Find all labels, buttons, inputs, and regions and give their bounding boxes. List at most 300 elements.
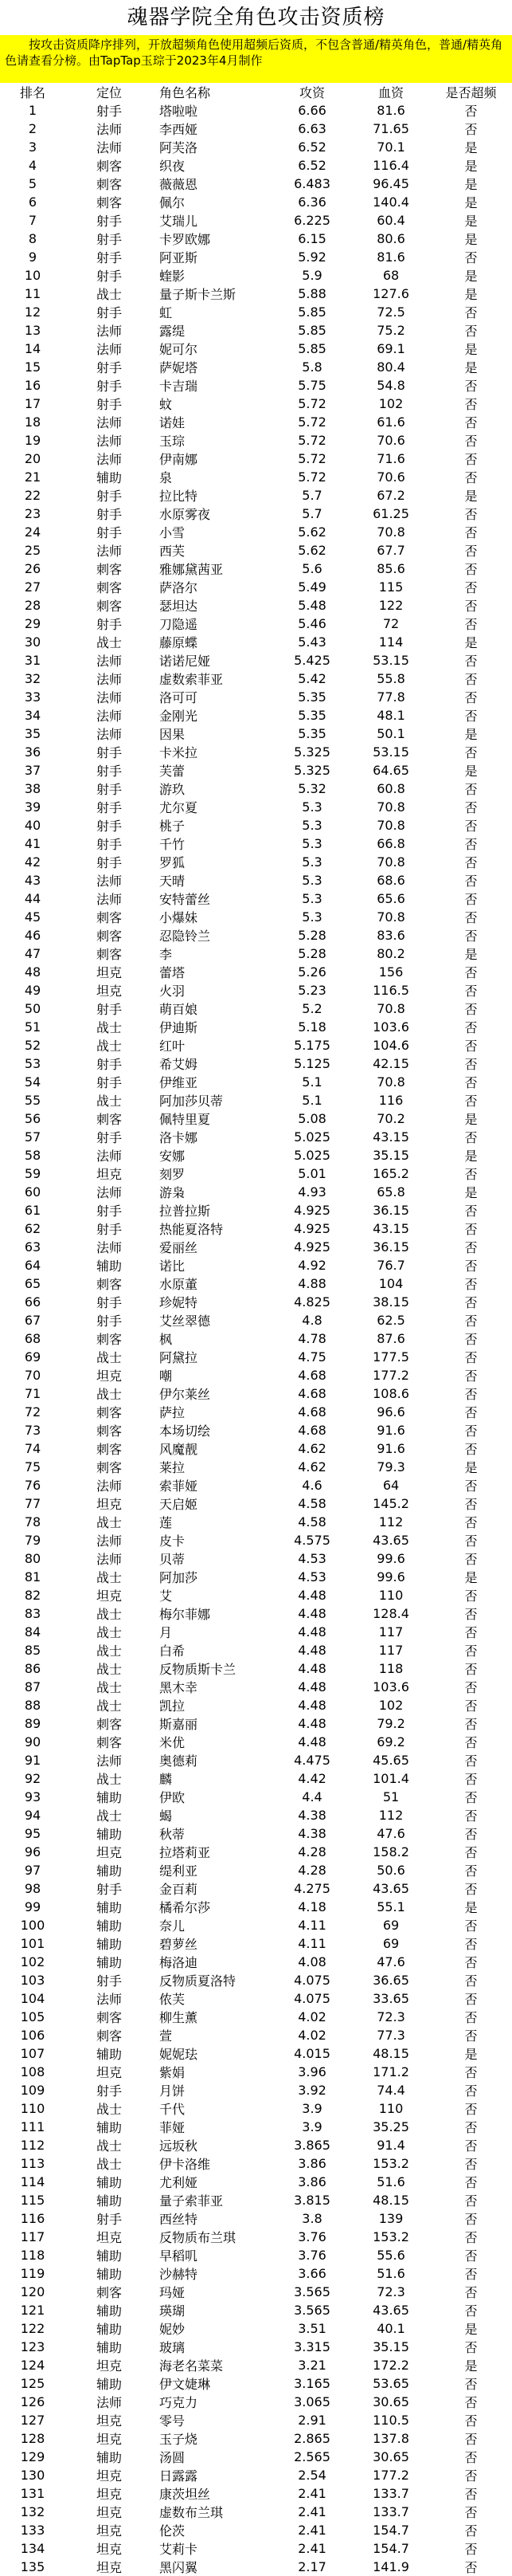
- name-cell: 索菲娅: [159, 1478, 198, 1494]
- rank-cell: 113: [20, 2156, 45, 2171]
- table-row: [0, 1733, 512, 1751]
- table-row: [0, 1971, 512, 1989]
- table-row: [0, 1329, 512, 1348]
- table-row: [0, 2448, 512, 2466]
- name-cell: 织夜: [159, 159, 186, 174]
- position-cell: 刺客: [96, 1277, 122, 1292]
- position-cell: 刺客: [96, 195, 122, 210]
- table-row: [0, 633, 512, 651]
- overclock-cell: 否: [464, 855, 478, 870]
- position-cell: 战士: [96, 1772, 122, 1787]
- hp-cell: 48.15: [373, 2193, 409, 2208]
- table-row: [0, 523, 512, 541]
- hp-cell: 117: [378, 1624, 404, 1639]
- position-cell: 法师: [96, 140, 122, 155]
- table-row: [0, 596, 512, 615]
- table-row: [0, 2411, 512, 2429]
- position-cell: 射手: [96, 1075, 122, 1090]
- hp-cell: 99.6: [377, 1569, 405, 1584]
- hp-cell: 137.8: [373, 2431, 409, 2446]
- rank-cell: 17: [24, 396, 41, 411]
- rank-cell: 39: [24, 799, 41, 815]
- rank-cell: 45: [24, 909, 41, 925]
- rank-cell: 114: [20, 2174, 45, 2189]
- table-row: [0, 1458, 512, 1476]
- overclock-cell: 否: [464, 745, 478, 760]
- overclock-cell: 是: [464, 947, 478, 962]
- name-cell: 藤原蝶: [159, 635, 198, 650]
- name-cell: 艾瑞儿: [159, 214, 198, 229]
- overclock-cell: 否: [464, 1405, 478, 1420]
- position-cell: 战士: [96, 2157, 122, 2172]
- rank-cell: 5: [28, 176, 37, 191]
- overclock-cell: 否: [464, 1094, 478, 1109]
- position-cell: 坦克: [96, 2065, 122, 2080]
- hp-cell: 43.65: [373, 2303, 409, 2318]
- name-cell: 虚数布兰琪: [159, 2505, 224, 2520]
- name-cell: 伊南娜: [159, 452, 198, 467]
- overclock-cell: 否: [464, 2010, 478, 2025]
- position-cell: 辅助: [96, 2248, 122, 2264]
- position-cell: 辅助: [96, 2450, 122, 2465]
- table-row: [0, 2099, 512, 2118]
- table-row: [0, 395, 512, 413]
- overclock-cell: 是: [464, 269, 478, 284]
- rank-cell: 99: [24, 1899, 41, 1914]
- rank-cell: 103: [20, 1973, 45, 1988]
- name-cell: 萨妮塔: [159, 360, 198, 375]
- name-cell: 海老名菜菜: [159, 2358, 224, 2374]
- overclock-cell: 是: [464, 177, 478, 192]
- hp-cell: 154.7: [373, 2523, 409, 2538]
- rank-cell: 2: [28, 121, 37, 136]
- attack-cell: 5.3: [302, 854, 322, 870]
- name-cell: 金百莉: [159, 1882, 198, 1897]
- name-cell: 卡罗欧娜: [159, 232, 211, 247]
- hp-cell: 145.2: [373, 1496, 409, 1511]
- hp-cell: 171.2: [373, 2064, 409, 2079]
- overclock-cell: 是: [464, 489, 478, 504]
- name-cell: 李: [159, 947, 173, 962]
- overclock-cell: 否: [464, 1204, 478, 1219]
- overclock-cell: 否: [464, 415, 478, 430]
- table-row: [0, 1403, 512, 1421]
- position-cell: 刺客: [96, 2028, 122, 2044]
- overclock-cell: 否: [464, 2523, 478, 2539]
- rank-cell: 108: [20, 2064, 45, 2079]
- hp-cell: 55.8: [377, 671, 405, 686]
- table-row: [0, 2484, 512, 2503]
- table-row: [0, 431, 512, 450]
- rank-cell: 106: [20, 2028, 45, 2043]
- position-cell: 坦克: [96, 2413, 122, 2429]
- rank-cell: 79: [24, 1533, 41, 1548]
- attack-cell: 5.6: [302, 561, 322, 576]
- hp-cell: 77.8: [377, 689, 405, 705]
- attack-cell: 4.6: [302, 1478, 322, 1493]
- name-cell: 奥德莉: [159, 1753, 198, 1769]
- overclock-cell: 否: [464, 782, 478, 797]
- position-cell: 法师: [96, 1185, 122, 1200]
- hp-cell: 72: [382, 616, 400, 631]
- name-cell: 塔啦啦: [159, 104, 198, 119]
- hp-cell: 110.5: [373, 2413, 409, 2428]
- table-row: [0, 450, 512, 468]
- attack-cell: 3.76: [298, 2248, 326, 2263]
- rank-cell: 78: [24, 1514, 41, 1530]
- hp-cell: 110: [378, 2101, 404, 2116]
- table-row: [0, 248, 512, 266]
- name-cell: 卡米拉: [159, 745, 198, 760]
- hp-cell: 60.8: [377, 781, 405, 796]
- table-row: [0, 963, 512, 981]
- overclock-cell: 否: [464, 1442, 478, 1457]
- rank-cell: 74: [24, 1441, 41, 1456]
- position-cell: 射手: [96, 214, 122, 229]
- attack-cell: 6.36: [298, 194, 326, 210]
- name-cell: 嘲: [159, 1368, 173, 1384]
- table-row: [0, 2044, 512, 2063]
- table-row: [0, 1256, 512, 1274]
- name-cell: 橘希尔莎: [159, 1900, 211, 1915]
- attack-cell: 5.35: [298, 689, 326, 705]
- overclock-cell: 否: [464, 525, 478, 540]
- rank-cell: 73: [24, 1423, 41, 1438]
- overclock-cell: 是: [464, 214, 478, 229]
- rank-cell: 116: [20, 2211, 45, 2226]
- overclock-cell: 否: [464, 892, 478, 907]
- table-row: [0, 138, 512, 156]
- position-cell: 射手: [96, 1204, 122, 1219]
- rank-cell: 3: [28, 139, 37, 155]
- position-cell: 射手: [96, 837, 122, 852]
- overclock-cell: 是: [464, 1149, 478, 1164]
- rank-cell: 131: [20, 2486, 45, 2501]
- position-cell: 战士: [96, 1094, 122, 1109]
- overclock-cell: 否: [464, 2340, 478, 2355]
- attack-cell: 4.475: [294, 1753, 330, 1768]
- position-cell: 坦克: [96, 2487, 122, 2502]
- table-row: [0, 2026, 512, 2044]
- name-cell: 秋蒂: [159, 1827, 186, 1842]
- rank-cell: 87: [24, 1679, 41, 1694]
- attack-cell: 4.48: [298, 1643, 326, 1658]
- overclock-cell: 否: [464, 1643, 478, 1659]
- attack-cell: 5.7: [302, 488, 322, 503]
- name-cell: 李西娅: [159, 122, 198, 137]
- table-row: [0, 2118, 512, 2136]
- rank-cell: 123: [20, 2339, 45, 2354]
- overclock-cell: 是: [464, 2358, 478, 2374]
- name-cell: 奈儿: [159, 1918, 186, 1934]
- name-cell: 阿亚斯: [159, 250, 198, 265]
- table-row: [0, 2173, 512, 2191]
- hp-cell: 99.6: [377, 1551, 405, 1566]
- name-cell: 诺娃: [159, 415, 186, 430]
- hp-cell: 118: [378, 1661, 404, 1676]
- table-row: [0, 2209, 512, 2228]
- name-cell: 黑木幸: [159, 1680, 198, 1695]
- position-cell: 辅助: [96, 2193, 122, 2209]
- overclock-cell: 否: [464, 1698, 478, 1714]
- name-cell: 爱丽丝: [159, 1240, 198, 1255]
- name-cell: 凯拉: [159, 1698, 186, 1714]
- hp-cell: 91.6: [377, 1441, 405, 1456]
- table-row: [0, 193, 512, 211]
- attack-cell: 4.62: [298, 1441, 326, 1456]
- overclock-cell: 否: [464, 397, 478, 412]
- position-cell: 辅助: [96, 1955, 122, 1970]
- table-row: [0, 175, 512, 193]
- name-cell: 卡吉瑞: [159, 379, 198, 394]
- table-row: [0, 2301, 512, 2319]
- rank-cell: 96: [24, 1844, 41, 1859]
- overclock-cell: 否: [464, 1075, 478, 1090]
- rank-cell: 55: [24, 1093, 41, 1108]
- table-row: [0, 1201, 512, 1219]
- attack-cell: 3.9: [302, 2119, 322, 2134]
- overclock-cell: 否: [464, 672, 478, 687]
- attack-cell: 3.92: [298, 2083, 326, 2098]
- rank-cell: 25: [24, 543, 41, 558]
- overclock-cell: 否: [464, 2193, 478, 2209]
- name-cell: 阿加莎: [159, 1570, 198, 1585]
- table-row: [0, 1054, 512, 1073]
- attack-cell: 5.26: [298, 964, 326, 980]
- rank-cell: 28: [24, 598, 41, 613]
- table-row: [0, 2008, 512, 2026]
- table-row: [0, 1384, 512, 1403]
- rank-cell: 23: [24, 506, 41, 521]
- rank-cell: 18: [24, 414, 41, 430]
- table-row: [0, 2228, 512, 2246]
- hp-cell: 133.7: [373, 2486, 409, 2501]
- attack-cell: 3.865: [294, 2138, 330, 2153]
- hp-cell: 54.8: [377, 378, 405, 393]
- position-cell: 战士: [96, 287, 122, 302]
- header-overclock: 是否超频: [445, 85, 497, 100]
- attack-cell: 5.325: [294, 744, 330, 760]
- overclock-cell: 是: [464, 635, 478, 650]
- hp-cell: 116: [378, 1093, 404, 1108]
- name-cell: 游玖: [159, 782, 186, 797]
- overclock-cell: 否: [464, 2248, 478, 2264]
- attack-cell: 4.11: [298, 1918, 326, 1933]
- name-cell: 缇利亚: [159, 1863, 198, 1879]
- hp-cell: 177.2: [373, 1368, 409, 1383]
- rank-cell: 110: [20, 2101, 45, 2116]
- attack-cell: 5.62: [298, 543, 326, 558]
- table-row: [0, 1164, 512, 1183]
- overclock-cell: 是: [464, 287, 478, 302]
- rank-cell: 21: [24, 469, 41, 485]
- hp-cell: 133.7: [373, 2504, 409, 2519]
- table-row: [0, 615, 512, 633]
- position-cell: 射手: [96, 232, 122, 247]
- table-row: [0, 1898, 512, 1916]
- name-cell: 蕾塔: [159, 965, 186, 980]
- hp-cell: 65.8: [377, 1184, 405, 1200]
- rank-cell: 34: [24, 708, 41, 723]
- name-cell: 碧萝丝: [159, 1937, 198, 1952]
- table-row: [0, 1916, 512, 1934]
- attack-cell: 4.92: [298, 1258, 326, 1273]
- hp-cell: 69.1: [377, 341, 405, 356]
- attack-cell: 4.18: [298, 1899, 326, 1914]
- rank-cell: 14: [24, 341, 41, 356]
- position-cell: 射手: [96, 617, 122, 632]
- table-row: [0, 724, 512, 743]
- table-row: [0, 266, 512, 285]
- position-cell: 射手: [96, 1002, 122, 1017]
- name-cell: 皮卡: [159, 1533, 186, 1549]
- overclock-cell: 否: [464, 1222, 478, 1237]
- table-row: [0, 2063, 512, 2081]
- attack-cell: 2.91: [298, 2413, 326, 2428]
- name-cell: 萌百娘: [159, 1002, 198, 1017]
- position-cell: 坦克: [96, 2230, 122, 2245]
- name-cell: 薇薇恩: [159, 177, 198, 192]
- table-row: [0, 1824, 512, 1843]
- attack-cell: 4.075: [294, 1973, 330, 1988]
- rank-cell: 85: [24, 1643, 41, 1658]
- name-cell: 忍隐铃兰: [159, 929, 211, 944]
- overclock-cell: 否: [464, 1607, 478, 1622]
- rank-cell: 118: [20, 2248, 45, 2263]
- rank-cell: 26: [24, 561, 41, 576]
- table-row: [0, 2246, 512, 2264]
- overclock-cell: 否: [464, 2377, 478, 2392]
- position-cell: 战士: [96, 635, 122, 650]
- hp-cell: 108.6: [373, 1386, 409, 1401]
- table-row: [0, 1549, 512, 1568]
- overclock-cell: 否: [464, 324, 478, 339]
- name-cell: 紫娟: [159, 2065, 186, 2080]
- attack-cell: 5.1: [302, 1093, 322, 1108]
- name-cell: 刀隐遥: [159, 617, 198, 632]
- overclock-cell: 否: [464, 1039, 478, 1054]
- attack-cell: 4.575: [294, 1533, 330, 1548]
- rank-cell: 92: [24, 1771, 41, 1786]
- attack-cell: 4.48: [298, 1716, 326, 1731]
- overclock-cell: 否: [464, 2487, 478, 2502]
- attack-cell: 5.28: [298, 946, 326, 961]
- name-cell: 贝蒂: [159, 1552, 186, 1567]
- table-row: [0, 578, 512, 596]
- overclock-cell: 否: [464, 1314, 478, 1329]
- hp-cell: 76.7: [377, 1258, 405, 1273]
- name-cell: 因果: [159, 727, 186, 742]
- position-cell: 战士: [96, 1020, 122, 1035]
- overclock-cell: 否: [464, 580, 478, 595]
- position-cell: 辅助: [96, 470, 122, 485]
- attack-cell: 5.49: [298, 579, 326, 595]
- hp-cell: 69: [382, 1936, 400, 1951]
- name-cell: 反物质夏洛特: [159, 1973, 236, 1989]
- hp-cell: 83.6: [377, 928, 405, 943]
- attack-cell: 4.48: [298, 1661, 326, 1676]
- overclock-cell: 否: [464, 617, 478, 632]
- hp-cell: 70.2: [377, 1111, 405, 1126]
- hp-cell: 139: [378, 2211, 404, 2226]
- rank-cell: 94: [24, 1808, 41, 1823]
- table-row: [0, 926, 512, 944]
- name-cell: 蝰影: [159, 269, 186, 284]
- table-row: [0, 2374, 512, 2393]
- attack-cell: 5.72: [298, 469, 326, 485]
- position-cell: 战士: [96, 1387, 122, 1402]
- overclock-cell: 否: [464, 2120, 478, 2135]
- hp-cell: 81.6: [377, 103, 405, 118]
- table-row: [0, 688, 512, 706]
- name-cell: 月: [159, 1625, 173, 1640]
- overclock-cell: 否: [464, 2505, 478, 2520]
- description-note: [0, 35, 512, 83]
- overclock-cell: 否: [464, 2468, 478, 2484]
- attack-cell: 5.46: [298, 616, 326, 631]
- position-cell: 刺客: [96, 1332, 122, 1347]
- rank-cell: 10: [24, 268, 41, 283]
- position-cell: 射手: [96, 379, 122, 394]
- attack-cell: 4.75: [298, 1349, 326, 1365]
- rank-cell: 97: [24, 1863, 41, 1878]
- attack-cell: 5.85: [298, 341, 326, 356]
- overclock-cell: 否: [464, 1167, 478, 1182]
- attack-cell: 4.275: [294, 1881, 330, 1896]
- name-cell: 萨拉: [159, 1405, 186, 1420]
- name-cell: 桃子: [159, 819, 186, 834]
- rank-cell: 130: [20, 2468, 45, 2483]
- rank-cell: 59: [24, 1166, 41, 1181]
- hp-cell: 36.15: [373, 1239, 409, 1255]
- table-row: [0, 101, 512, 120]
- table-row: [0, 120, 512, 138]
- position-cell: 射手: [96, 489, 122, 504]
- overclock-cell: 否: [464, 910, 478, 925]
- attack-cell: 4.58: [298, 1514, 326, 1530]
- hp-cell: 80.4: [377, 359, 405, 375]
- table-row: [0, 1348, 512, 1366]
- table-row: [0, 670, 512, 688]
- attack-cell: 5.85: [298, 304, 326, 320]
- attack-cell: 4.48: [298, 1624, 326, 1639]
- name-cell: 诺诺尼娅: [159, 654, 211, 669]
- table-row: [0, 413, 512, 431]
- hp-cell: 50.1: [377, 726, 405, 741]
- hp-cell: 70.8: [377, 909, 405, 925]
- position-cell: 法师: [96, 654, 122, 669]
- name-cell: 千代: [159, 2102, 186, 2117]
- rank-cell: 56: [24, 1111, 41, 1126]
- hp-cell: 70.8: [377, 854, 405, 870]
- overclock-cell: 否: [464, 2560, 478, 2575]
- rank-cell: 4: [28, 158, 37, 173]
- hp-cell: 64: [382, 1478, 400, 1493]
- rank-cell: 127: [20, 2413, 45, 2428]
- overclock-cell: 否: [464, 562, 478, 577]
- attack-cell: 5.3: [302, 909, 322, 925]
- rank-cell: 62: [24, 1221, 41, 1236]
- position-cell: 战士: [96, 1643, 122, 1659]
- position-cell: 射手: [96, 104, 122, 119]
- hp-cell: 30.65: [373, 2449, 409, 2464]
- position-cell: 射手: [96, 1295, 122, 1310]
- attack-cell: 2.41: [298, 2541, 326, 2556]
- name-cell: 汤圆: [159, 2450, 186, 2465]
- table-row: [0, 1843, 512, 1861]
- attack-cell: 4.53: [298, 1551, 326, 1566]
- position-cell: 辅助: [96, 2120, 122, 2135]
